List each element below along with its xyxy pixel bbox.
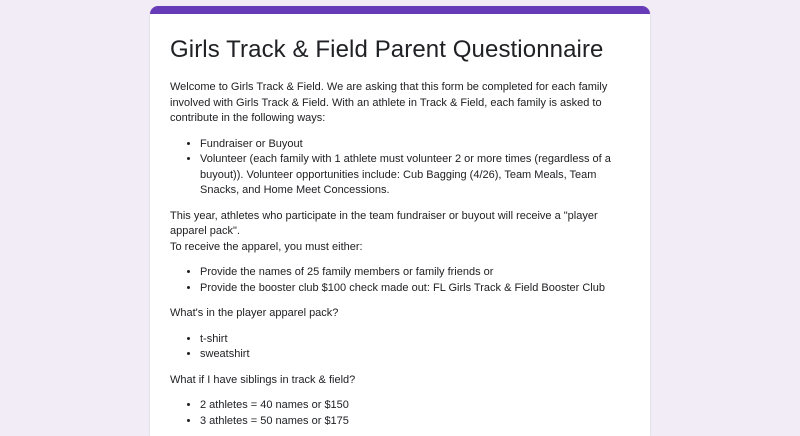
list-item: • Fundraiser or Buyout [200, 137, 630, 153]
list-item: • Provide the booster club $100 check made out: FL Girls Track & Field Booster Club [200, 281, 630, 297]
apparel-text-line2: To receive the apparel, you must either: [170, 240, 363, 253]
apparel-paragraph [170, 209, 630, 256]
apparel-options-list [170, 265, 630, 296]
siblings-question: What if I have siblings in track & field? [170, 373, 356, 386]
form-header-content [150, 14, 650, 429]
pack-items-list [170, 332, 630, 363]
siblings-list [170, 398, 630, 429]
contribution-list [170, 137, 630, 199]
form-description [170, 80, 630, 429]
list-item: • 3 athletes = 50 names or $175 [200, 414, 630, 430]
list-item: • 2 athletes = 40 names or $150 [200, 398, 630, 414]
list-item: • Volunteer (each family with 1 athlete must volunteer 2 or more times (regardless of a buyout)). Volunteer opportunities include: Cub Bagging (4/26), Team Meals, Team Snacks, and Home Meet Concessions. [200, 152, 630, 199]
pack-question: What's in the player apparel pack? [170, 307, 339, 319]
form-header-card [150, 6, 650, 436]
form-accent-bar [150, 6, 650, 14]
intro-paragraph: Welcome to Girls Track & Field. We are asking that this form be completed for each family involved with Girls Track & Field. With an athlete in Track & Field, each family is asked to contribute in the following ways: [170, 81, 608, 124]
list-item: • sweatshirt [200, 347, 630, 363]
form-title: Girls Track & Field Parent Questionnaire [170, 36, 604, 63]
apparel-text-line1: This year, athletes who participate in the team fundraiser or buyout will receive a "player apparel pack". [170, 209, 598, 237]
list-item: • t-shirt [200, 332, 630, 348]
list-item: • Provide the names of 25 family members or family friends or [200, 265, 630, 281]
